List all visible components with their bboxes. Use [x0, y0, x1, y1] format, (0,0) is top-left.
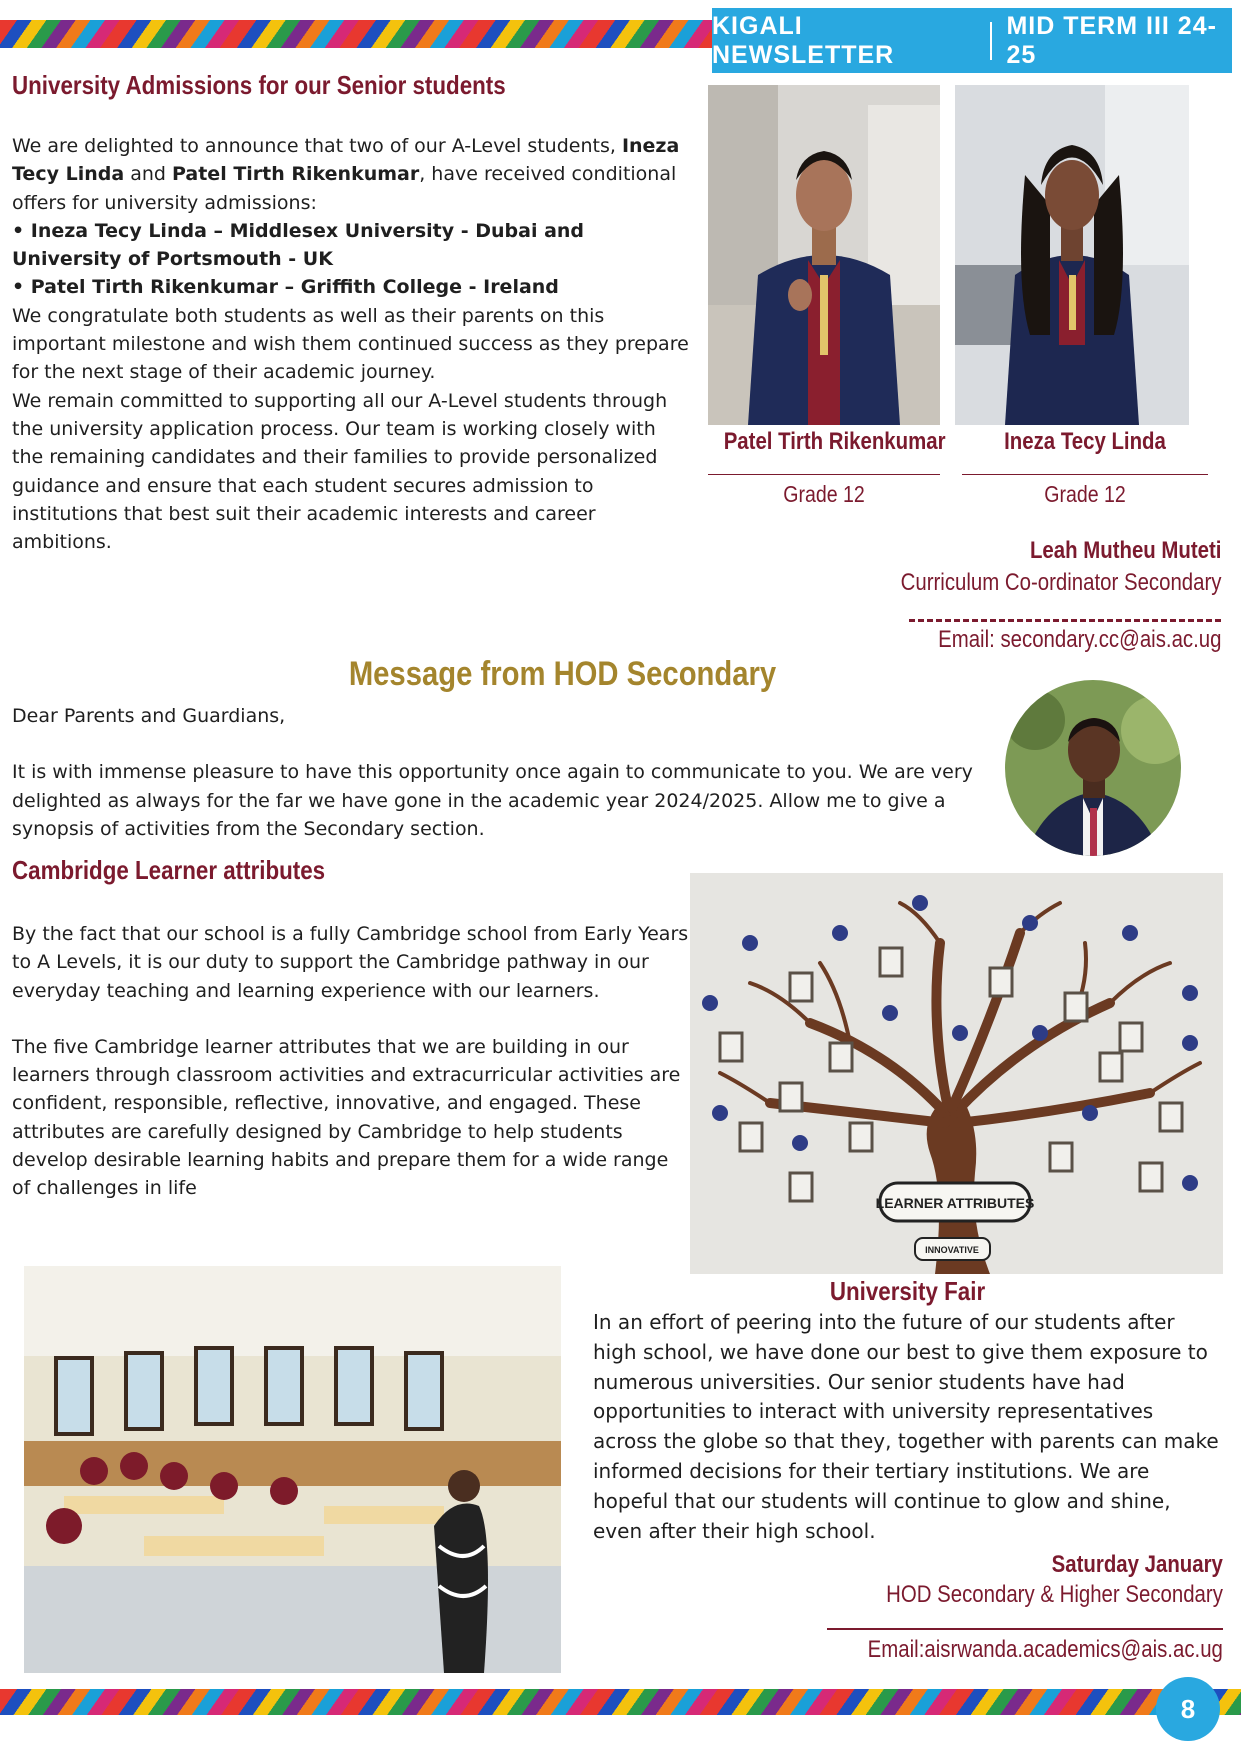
photo-patel: [708, 85, 940, 425]
photo-classroom: [24, 1266, 561, 1673]
hod-signature: [805, 1551, 1223, 1664]
photo-hod: [1005, 680, 1181, 856]
page-number: 8: [1156, 1677, 1220, 1741]
offer-patel: • Patel Tirth Rikenkumar – Griffith College - Ireland: [12, 276, 559, 299]
caption-patel-grade: Grade 12: [783, 481, 865, 507]
university-fair-heading: University Fair: [829, 1276, 986, 1306]
caption-divider: [708, 474, 940, 475]
hod-message-heading: Message from HOD Secondary: [348, 655, 777, 693]
photo-ineza: [955, 85, 1189, 425]
tree-sign-small-text: INNOVATIVE: [925, 1245, 979, 1255]
caption-ineza: [960, 428, 1210, 508]
coordinator-role: Curriculum Co-ordinator Secondary: [900, 569, 1221, 596]
hod-intro: It is with immense pleasure to have this opportunity once again to communicate to you. We are very delighted as always for the far we have gone in the academic year 2024/2025. Allow me to give a synopsis of activities from the Secondary section.: [12, 761, 973, 840]
tree-sign-text: LEARNER ATTRIBUTES: [875, 1195, 1035, 1211]
signature-rule: [827, 1627, 1223, 1630]
student-name-patel: Patel Tirth Rikenkumar: [171, 163, 420, 186]
cambridge-heading: Cambridge Learner attributes: [12, 855, 326, 885]
university-fair-body: In an effort of peering into the future of our students after high school, we have done our best to give them exposure to numerous universities. Our senior students have had opportunities to interact with university representatives across the globe so that they, together with parents can make informed decisions for their tertiary institutions. We are hopeful that our students will continue to glow and shine, even after their high school.: [593, 1310, 1219, 1543]
coordinator-signature: [844, 537, 1221, 654]
salutation: Dear Parents and Guardians,: [12, 705, 286, 727]
signature-rule: [909, 619, 1221, 622]
photo-learner-attributes-tree: [690, 873, 1223, 1274]
hod-message-body: [12, 702, 982, 843]
coordinator-name: Leah Mutheu Muteti: [1029, 537, 1221, 564]
hod-email[interactable]: Email:aisrwanda.academics@ais.ac.ug: [867, 1636, 1223, 1663]
coordinator-email[interactable]: Email: secondary.cc@ais.ac.ug: [937, 626, 1221, 653]
admissions-heading: University Admissions for our Senior students: [12, 70, 506, 100]
student-name-ineza: Ineza Tecy Linda: [12, 135, 680, 186]
cambridge-paragraph-1: By the fact that our school is a fully Cambridge school from Early Years to A Levels, it is our duty to support the Cambridge pathway in our everyday teaching and learning experience with our learners.: [12, 923, 689, 1002]
admissions-intro: We are delighted to announce that two of our A-Level students, Ineza Tecy Linda and Patel Tirth Rikenkumar, have received conditional offers for university admissions:: [12, 135, 680, 214]
caption-ineza-name: Ineza Tecy Linda: [1004, 428, 1166, 455]
admissions-body: [12, 132, 692, 556]
newsletter-title: KIGALI NEWSLETTER: [712, 11, 895, 69]
caption-patel-name: Patel Tirth Rikenkumar: [723, 428, 946, 455]
bottom-decorative-stripe: [0, 1689, 1241, 1715]
caption-divider: [962, 474, 1208, 475]
top-decorative-stripe: [0, 20, 712, 48]
cambridge-paragraph-2: The five Cambridge learner attributes that we are building in our learners through classroom activities and extracurricular activities are confident, responsible, reflective, innovative, and engaged. These attributes are carefully designed by Cambridge to help students develop desirable learning habits and prepare them for a wide range of challenges in life: [12, 1035, 681, 1200]
offer-ineza: • Ineza Tecy Linda – Middlesex University - Dubai and University of Portsmouth - UK: [12, 219, 585, 271]
admissions-congrats: We congratulate both students as well as their parents on this important milestone and wish them continued success as they prepare for the next stage of their academic journey.: [12, 304, 689, 384]
caption-patel: [706, 428, 946, 508]
banner-divider: [990, 22, 993, 60]
hod-name: Saturday January: [1051, 1551, 1223, 1578]
newsletter-term: MID TERM III 24-25: [1006, 11, 1217, 69]
hod-role: HOD Secondary & Higher Secondary: [886, 1581, 1223, 1608]
caption-ineza-grade: Grade 12: [1044, 481, 1126, 507]
cambridge-body: [12, 920, 692, 1203]
newsletter-banner: [712, 8, 1232, 73]
admissions-commitment: We remain committed to supporting all our A-Level students through the university application process. Our team is working closely with the remaining candidates and their families to provide personalized guidance and ensure that each student secures admission to institutions that best suit their academic interests and career ambitions.: [12, 389, 668, 554]
